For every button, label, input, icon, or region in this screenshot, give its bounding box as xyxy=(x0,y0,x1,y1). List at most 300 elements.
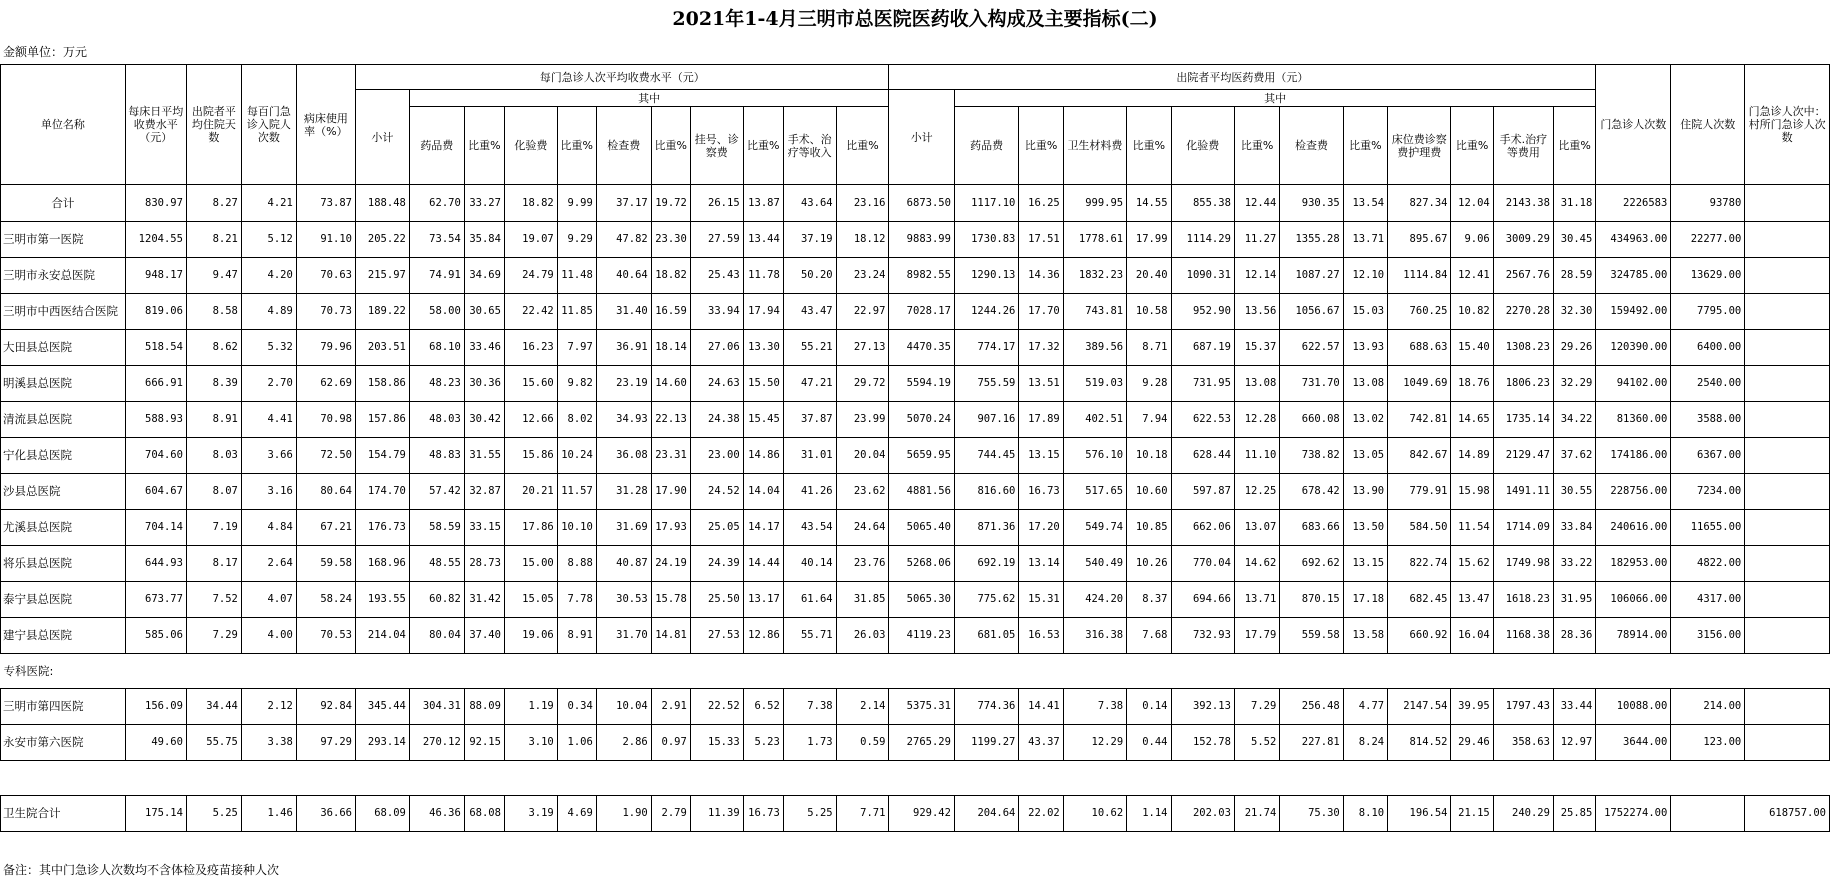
table-cell: 9.47 xyxy=(186,258,241,294)
table-cell: 13.17 xyxy=(743,582,783,618)
table-cell: 97.29 xyxy=(296,725,355,761)
table-cell: 7.38 xyxy=(1063,689,1126,725)
table-cell: 517.65 xyxy=(1063,474,1126,510)
table-cell: 15.33 xyxy=(690,725,743,761)
table-cell: 14.89 xyxy=(1451,438,1493,474)
table-cell: 618757.00 xyxy=(1745,796,1830,832)
table-cell: 6367.00 xyxy=(1671,438,1745,474)
header-ip-exam-ratio: 比重% xyxy=(1343,107,1387,185)
header-op-exam-ratio: 比重% xyxy=(651,107,690,185)
table-cell: 827.34 xyxy=(1388,185,1451,222)
table-cell: 12.44 xyxy=(1234,185,1279,222)
table-cell: 952.90 xyxy=(1171,294,1234,330)
table-cell: 1244.26 xyxy=(954,294,1018,330)
table-cell: 11.48 xyxy=(557,258,596,294)
table-cell: 1.46 xyxy=(241,796,296,832)
table-cell: 22.13 xyxy=(651,402,690,438)
table-cell: 24.39 xyxy=(690,546,743,582)
table-cell: 4.69 xyxy=(557,796,596,832)
row-label: 三明市第一医院 xyxy=(1,222,126,258)
table-cell: 10.82 xyxy=(1451,294,1493,330)
table-cell: 10.26 xyxy=(1127,546,1171,582)
table-cell: 48.03 xyxy=(409,402,464,438)
table-cell: 816.60 xyxy=(954,474,1018,510)
table-cell: 22.52 xyxy=(690,689,743,725)
table-cell: 13.54 xyxy=(1343,185,1387,222)
table-cell: 67.21 xyxy=(296,510,355,546)
table-cell: 31.95 xyxy=(1553,582,1595,618)
table-cell: 26.15 xyxy=(690,185,743,222)
table-cell: 36.66 xyxy=(296,796,355,832)
table-cell: 27.13 xyxy=(836,330,889,366)
table-cell: 4.77 xyxy=(1343,689,1387,725)
table-cell: 22.97 xyxy=(836,294,889,330)
table-cell: 30.55 xyxy=(1553,474,1595,510)
row-label: 三明市第四医院 xyxy=(1,689,126,725)
table-cell: 14.86 xyxy=(743,438,783,474)
table-cell: 60.82 xyxy=(409,582,464,618)
table-cell: 14.60 xyxy=(651,366,690,402)
table-cell: 37.87 xyxy=(783,402,836,438)
table-cell: 8.17 xyxy=(186,546,241,582)
table-cell: 23.62 xyxy=(836,474,889,510)
table-cell: 9883.99 xyxy=(889,222,955,258)
table-cell: 8.58 xyxy=(186,294,241,330)
table-cell: 4881.56 xyxy=(889,474,955,510)
table-cell: 15.37 xyxy=(1234,330,1279,366)
table-cell: 8.39 xyxy=(186,366,241,402)
table-cell: 5594.19 xyxy=(889,366,955,402)
table-cell: 14.04 xyxy=(743,474,783,510)
table-cell: 40.64 xyxy=(596,258,651,294)
table-cell: 666.91 xyxy=(125,366,186,402)
table-cell: 35.84 xyxy=(464,222,504,258)
table-cell: 6.52 xyxy=(743,689,783,725)
header-inpatient-group: 出院者平均医药费用（元） xyxy=(889,65,1596,90)
table-cell: 15.86 xyxy=(504,438,557,474)
table-cell: 819.06 xyxy=(125,294,186,330)
header-ip-surgery-ratio: 比重% xyxy=(1553,107,1595,185)
table-cell: 37.17 xyxy=(596,185,651,222)
table-cell: 14.44 xyxy=(743,546,783,582)
table-cell: 123.00 xyxy=(1671,725,1745,761)
table-cell: 18.82 xyxy=(504,185,557,222)
table-cell: 5065.40 xyxy=(889,510,955,546)
header-ip-among: 其中 xyxy=(954,90,1595,107)
table-cell: 8.21 xyxy=(186,222,241,258)
table-cell: 694.66 xyxy=(1171,582,1234,618)
table-cell: 182953.00 xyxy=(1596,546,1671,582)
table-cell: 24.19 xyxy=(651,546,690,582)
table-cell: 214.04 xyxy=(355,618,409,654)
table-cell: 855.38 xyxy=(1171,185,1234,222)
table-cell: 174.70 xyxy=(355,474,409,510)
table-cell: 14.81 xyxy=(651,618,690,654)
table-cell: 10088.00 xyxy=(1596,689,1671,725)
table-cell: 1778.61 xyxy=(1063,222,1126,258)
table-cell: 31.70 xyxy=(596,618,651,654)
table-row xyxy=(1,438,1830,474)
table-cell: 23.24 xyxy=(836,258,889,294)
table-cell: 15.40 xyxy=(1451,330,1493,366)
table-cell: 14.41 xyxy=(1019,689,1063,725)
header-bed-day-fee: 每床日平均收费水平（元） xyxy=(125,65,186,185)
table-cell: 15.31 xyxy=(1019,582,1063,618)
table-cell: 13.51 xyxy=(1019,366,1063,402)
header-ip-exam: 检查费 xyxy=(1280,107,1343,185)
table-cell: 15.45 xyxy=(743,402,783,438)
table-cell: 770.04 xyxy=(1171,546,1234,582)
table-cell: 2.12 xyxy=(241,689,296,725)
table-cell: 13.71 xyxy=(1234,582,1279,618)
table-cell: 13.14 xyxy=(1019,546,1063,582)
table-cell: 31.42 xyxy=(464,582,504,618)
table-cell: 80.04 xyxy=(409,618,464,654)
table-cell: 1735.14 xyxy=(1493,402,1553,438)
table-cell: 8982.55 xyxy=(889,258,955,294)
table-cell: 16.25 xyxy=(1019,185,1063,222)
header-ip-material: 卫生材料费 xyxy=(1063,107,1126,185)
table-cell: 1114.84 xyxy=(1388,258,1451,294)
footnote: 备注：其中门急诊人次数均不含体检及疫苗接种人次 xyxy=(3,863,280,877)
table-cell: 159492.00 xyxy=(1596,294,1671,330)
table-cell: 424.20 xyxy=(1063,582,1126,618)
table-cell: 8.37 xyxy=(1127,582,1171,618)
table-cell: 13.02 xyxy=(1343,402,1387,438)
table-row xyxy=(1,474,1830,510)
table-cell: 50.20 xyxy=(783,258,836,294)
table-cell: 91.10 xyxy=(296,222,355,258)
table-cell: 30.42 xyxy=(464,402,504,438)
table-cell: 48.23 xyxy=(409,366,464,402)
table-cell: 41.26 xyxy=(783,474,836,510)
table-cell: 622.53 xyxy=(1171,402,1234,438)
table-cell: 7234.00 xyxy=(1671,474,1745,510)
table-cell: 999.95 xyxy=(1063,185,1126,222)
table-cell: 8.07 xyxy=(186,474,241,510)
table-cell: 31.69 xyxy=(596,510,651,546)
table-cell: 70.98 xyxy=(296,402,355,438)
section-row xyxy=(1,654,1830,689)
table-row xyxy=(1,510,1830,546)
table-cell: 9.28 xyxy=(1127,366,1171,402)
row-label: 合计 xyxy=(1,185,126,222)
table-cell: 74.91 xyxy=(409,258,464,294)
table-cell: 30.36 xyxy=(464,366,504,402)
table-cell: 6873.50 xyxy=(889,185,955,222)
table-cell: 17.90 xyxy=(651,474,690,510)
table-cell: 549.74 xyxy=(1063,510,1126,546)
header-op-surgery: 手术、治疗等收入 xyxy=(783,107,836,185)
table-cell: 17.18 xyxy=(1343,582,1387,618)
table-cell xyxy=(1745,510,1830,546)
table-cell: 176.73 xyxy=(355,510,409,546)
table-cell: 22.02 xyxy=(1019,796,1063,832)
table-cell: 16.59 xyxy=(651,294,690,330)
table-cell: 13.05 xyxy=(1343,438,1387,474)
row-label: 尤溪县总医院 xyxy=(1,510,126,546)
table-cell xyxy=(1745,689,1830,725)
table-cell: 681.05 xyxy=(954,618,1018,654)
table-cell: 24.38 xyxy=(690,402,743,438)
header-op-among: 其中 xyxy=(409,90,889,107)
table-cell: 3.10 xyxy=(504,725,557,761)
table-cell: 17.51 xyxy=(1019,222,1063,258)
table-cell: 683.66 xyxy=(1280,510,1343,546)
table-cell: 316.38 xyxy=(1063,618,1126,654)
row-label: 三明市中西医结合医院 xyxy=(1,294,126,330)
table-cell: 27.06 xyxy=(690,330,743,366)
table-cell: 14.17 xyxy=(743,510,783,546)
table-cell: 4.84 xyxy=(241,510,296,546)
table-cell: 3.19 xyxy=(504,796,557,832)
table-cell: 17.32 xyxy=(1019,330,1063,366)
table-cell: 8.02 xyxy=(557,402,596,438)
table-cell: 58.00 xyxy=(409,294,464,330)
header-village-visits: 门急诊人次中：村所门急诊人次数 xyxy=(1745,65,1830,185)
table-cell xyxy=(1745,258,1830,294)
table-cell: 189.22 xyxy=(355,294,409,330)
table-cell: 16.73 xyxy=(743,796,783,832)
table-cell: 73.54 xyxy=(409,222,464,258)
table-cell: 704.60 xyxy=(125,438,186,474)
table-cell: 31.85 xyxy=(836,582,889,618)
table-row xyxy=(1,546,1830,582)
table-cell: 26.03 xyxy=(836,618,889,654)
table-cell: 744.45 xyxy=(954,438,1018,474)
table-cell: 30.45 xyxy=(1553,222,1595,258)
table-cell: 62.69 xyxy=(296,366,355,402)
table-cell: 2143.38 xyxy=(1493,185,1553,222)
table-cell xyxy=(1671,796,1745,832)
table-cell: 28.73 xyxy=(464,546,504,582)
table-row xyxy=(1,294,1830,330)
table-cell: 158.86 xyxy=(355,366,409,402)
table-cell: 33.44 xyxy=(1553,689,1595,725)
table-cell: 743.81 xyxy=(1063,294,1126,330)
header-ip-lab-ratio: 比重% xyxy=(1234,107,1279,185)
table-cell: 585.06 xyxy=(125,618,186,654)
table-cell: 9.82 xyxy=(557,366,596,402)
table-cell: 17.93 xyxy=(651,510,690,546)
table-cell: 15.60 xyxy=(504,366,557,402)
table-cell: 2765.29 xyxy=(889,725,955,761)
table-row xyxy=(1,618,1830,654)
table-cell: 12.04 xyxy=(1451,185,1493,222)
indicator-table xyxy=(0,64,1830,832)
table-cell: 1.19 xyxy=(504,689,557,725)
table-cell: 12.25 xyxy=(1234,474,1279,510)
table-cell: 2270.28 xyxy=(1493,294,1553,330)
table-cell: 16.04 xyxy=(1451,618,1493,654)
table-cell: 559.58 xyxy=(1280,618,1343,654)
table-cell: 822.74 xyxy=(1388,546,1451,582)
table-cell: 88.09 xyxy=(464,689,504,725)
table-cell: 389.56 xyxy=(1063,330,1126,366)
table-cell: 628.44 xyxy=(1171,438,1234,474)
table-cell: 7028.17 xyxy=(889,294,955,330)
table-cell: 92.84 xyxy=(296,689,355,725)
table-cell: 31.40 xyxy=(596,294,651,330)
table-cell: 687.19 xyxy=(1171,330,1234,366)
table-cell: 204.64 xyxy=(954,796,1018,832)
table-cell: 10.04 xyxy=(596,689,651,725)
table-cell: 15.05 xyxy=(504,582,557,618)
table-cell: 2226583 xyxy=(1596,185,1671,222)
table-cell: 1797.43 xyxy=(1493,689,1553,725)
table-cell: 37.62 xyxy=(1553,438,1595,474)
table-cell: 13.30 xyxy=(743,330,783,366)
table-cell: 7.97 xyxy=(557,330,596,366)
table-cell: 1491.11 xyxy=(1493,474,1553,510)
header-op-drug-ratio: 比重% xyxy=(464,107,504,185)
table-cell: 13.44 xyxy=(743,222,783,258)
table-cell: 175.14 xyxy=(125,796,186,832)
table-cell: 13.58 xyxy=(1343,618,1387,654)
table-cell: 692.62 xyxy=(1280,546,1343,582)
table-cell: 622.57 xyxy=(1280,330,1343,366)
table-cell: 27.59 xyxy=(690,222,743,258)
table-cell: 10.58 xyxy=(1127,294,1171,330)
header-ip-bed-nursing-ratio: 比重% xyxy=(1451,107,1493,185)
table-cell: 678.42 xyxy=(1280,474,1343,510)
table-cell: 0.59 xyxy=(836,725,889,761)
table-cell: 11.39 xyxy=(690,796,743,832)
table-cell: 5.32 xyxy=(241,330,296,366)
table-cell: 0.44 xyxy=(1127,725,1171,761)
table-cell: 79.96 xyxy=(296,330,355,366)
table-cell: 55.75 xyxy=(186,725,241,761)
table-cell: 62.70 xyxy=(409,185,464,222)
table-cell: 14.55 xyxy=(1127,185,1171,222)
table-cell: 324785.00 xyxy=(1596,258,1671,294)
table-cell: 33.15 xyxy=(464,510,504,546)
table-row xyxy=(1,258,1830,294)
table-cell: 8.10 xyxy=(1343,796,1387,832)
table-cell: 68.10 xyxy=(409,330,464,366)
table-cell: 13629.00 xyxy=(1671,258,1745,294)
table-cell xyxy=(1745,546,1830,582)
table-cell: 7.29 xyxy=(186,618,241,654)
table-cell: 2540.00 xyxy=(1671,366,1745,402)
table-cell: 779.91 xyxy=(1388,474,1451,510)
table-cell: 8.62 xyxy=(186,330,241,366)
table-cell: 682.45 xyxy=(1388,582,1451,618)
row-label: 宁化县总医院 xyxy=(1,438,126,474)
table-cell: 9.99 xyxy=(557,185,596,222)
table-cell: 2.79 xyxy=(651,796,690,832)
header-ip-drug: 药品费 xyxy=(954,107,1018,185)
table-cell: 13.08 xyxy=(1343,366,1387,402)
table-cell: 5.52 xyxy=(1234,725,1279,761)
table-cell: 5659.95 xyxy=(889,438,955,474)
table-cell: 1618.23 xyxy=(1493,582,1553,618)
table-cell: 2567.76 xyxy=(1493,258,1553,294)
table-cell: 8.24 xyxy=(1343,725,1387,761)
table-cell xyxy=(1745,582,1830,618)
table-cell: 157.86 xyxy=(355,402,409,438)
table-cell: 61.64 xyxy=(783,582,836,618)
table-row xyxy=(1,330,1830,366)
table-cell xyxy=(1745,438,1830,474)
table-cell: 18.12 xyxy=(836,222,889,258)
table-cell: 7.52 xyxy=(186,582,241,618)
table-cell: 20.21 xyxy=(504,474,557,510)
table-cell: 12.14 xyxy=(1234,258,1279,294)
table-cell: 17.89 xyxy=(1019,402,1063,438)
row-label: 泰宁县总医院 xyxy=(1,582,126,618)
table-cell: 196.54 xyxy=(1388,796,1451,832)
table-cell: 7.71 xyxy=(836,796,889,832)
table-cell: 34.44 xyxy=(186,689,241,725)
header-ip-bed-nursing: 床位费诊察费护理费 xyxy=(1388,107,1451,185)
table-cell: 202.03 xyxy=(1171,796,1234,832)
table-cell: 15.03 xyxy=(1343,294,1387,330)
table-cell: 4119.23 xyxy=(889,618,955,654)
table-cell: 2147.54 xyxy=(1388,689,1451,725)
table-cell: 5.12 xyxy=(241,222,296,258)
table-cell: 13.56 xyxy=(1234,294,1279,330)
table-cell: 73.87 xyxy=(296,185,355,222)
table-cell: 48.55 xyxy=(409,546,464,582)
table-cell xyxy=(1745,185,1830,222)
table-cell: 68.09 xyxy=(355,796,409,832)
table-cell: 3.38 xyxy=(241,725,296,761)
table-cell: 37.40 xyxy=(464,618,504,654)
table-cell: 8.27 xyxy=(186,185,241,222)
table-cell: 5268.06 xyxy=(889,546,955,582)
row-label: 卫生院合计 xyxy=(1,796,126,832)
table-cell: 11.78 xyxy=(743,258,783,294)
table-cell: 33.22 xyxy=(1553,546,1595,582)
header-ip-visits: 住院人次数 xyxy=(1671,65,1745,185)
table-cell: 12.66 xyxy=(504,402,557,438)
table-cell: 3009.29 xyxy=(1493,222,1553,258)
table-cell: 6400.00 xyxy=(1671,330,1745,366)
table-cell: 17.86 xyxy=(504,510,557,546)
table-cell: 293.14 xyxy=(355,725,409,761)
table-cell: 34.93 xyxy=(596,402,651,438)
table-cell: 1.73 xyxy=(783,725,836,761)
table-cell: 25.05 xyxy=(690,510,743,546)
table-cell: 21.74 xyxy=(1234,796,1279,832)
table-cell: 40.14 xyxy=(783,546,836,582)
table-cell: 70.53 xyxy=(296,618,355,654)
table-cell: 930.35 xyxy=(1280,185,1343,222)
table-row xyxy=(1,582,1830,618)
table-cell: 3.66 xyxy=(241,438,296,474)
header-ip-material-ratio: 比重% xyxy=(1127,107,1171,185)
table-cell: 13.15 xyxy=(1343,546,1387,582)
table-cell: 4.41 xyxy=(241,402,296,438)
table-cell: 830.97 xyxy=(125,185,186,222)
table-cell: 27.53 xyxy=(690,618,743,654)
table-cell: 22277.00 xyxy=(1671,222,1745,258)
header-bed-usage: 病床使用率（%） xyxy=(296,65,355,185)
table-cell: 10.85 xyxy=(1127,510,1171,546)
table-cell: 29.26 xyxy=(1553,330,1595,366)
table-cell: 7.78 xyxy=(557,582,596,618)
table-cell: 31.28 xyxy=(596,474,651,510)
header-op-registration-ratio: 比重% xyxy=(743,107,783,185)
table-cell: 12.10 xyxy=(1343,258,1387,294)
table-cell: 33.84 xyxy=(1553,510,1595,546)
table-cell: 519.03 xyxy=(1063,366,1126,402)
table-cell: 688.63 xyxy=(1388,330,1451,366)
table-cell: 1056.67 xyxy=(1280,294,1343,330)
table-cell: 10.10 xyxy=(557,510,596,546)
table-cell: 18.76 xyxy=(1451,366,1493,402)
